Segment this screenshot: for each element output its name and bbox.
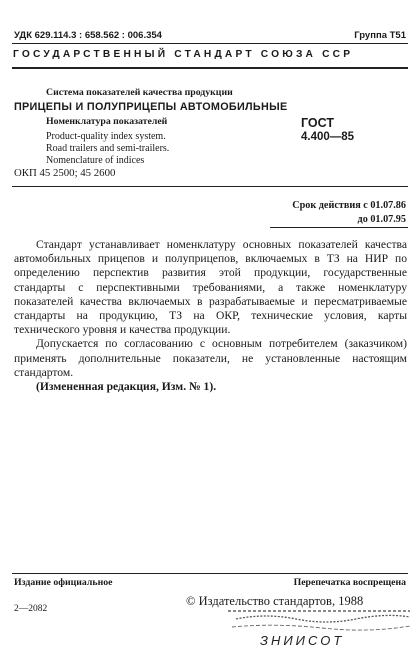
copyright-line: © Издательство стандартов, 1988 bbox=[186, 594, 364, 608]
subtitle: Номенклатура показателей bbox=[46, 116, 168, 127]
gost-label: ГОСТ bbox=[301, 116, 334, 130]
english-title-1: Product-quality index system. bbox=[46, 131, 166, 142]
official-edition: Издание официальное bbox=[14, 577, 113, 588]
amendment-note: (Измененная редакция, Изм. № 1). bbox=[36, 380, 217, 394]
body-text bbox=[14, 238, 407, 394]
udk-code: УДК 629.114.3 : 658.562 : 006.354 bbox=[14, 30, 162, 41]
validity-from: Срок действия с 01.07.86 bbox=[292, 200, 406, 211]
header-rule-top bbox=[12, 43, 408, 44]
footer-rule bbox=[12, 573, 408, 574]
standard-banner: ГОСУДАРСТВЕННЫЙ СТАНДАРТ СОЮЗА ССР bbox=[13, 49, 354, 60]
body-paragraph-1: Стандарт устанавливает номенклатуру основных показателей качества автомобильных прицепов и полуприцепов, включаемых в ТЗ на НИР по определению перспектив развития этой продукции, государственные стандарты с перспективными требованиями, а также номенклатуру показателей качества включаемых в разрабатываемые и пересматриваемые стандарты на продукцию, ТЗ на ОКР, технические условия, карты технического уровня и качества продукции. bbox=[14, 238, 407, 337]
validity-rule bbox=[270, 227, 408, 228]
library-stamp bbox=[226, 607, 412, 659]
reprint-forbidden: Перепечатка воспрещена bbox=[293, 577, 406, 588]
title-block-rule bbox=[12, 186, 408, 187]
validity-to: до 01.07.95 bbox=[357, 214, 406, 225]
body-paragraph-2: Допускается по согласованию с основным потребителем (заказчиком) применять дополнительные показатели, не установленные настоящим стандартом. bbox=[14, 337, 407, 379]
gost-number: 4.400—85 bbox=[301, 131, 355, 143]
group-code: Группа Т51 bbox=[354, 30, 406, 41]
system-line: Система показателей качества продукции bbox=[46, 87, 233, 98]
english-title-2: Road trailers and semi-trailers. bbox=[46, 143, 170, 154]
stamp-label: ЗНИИСОТ bbox=[260, 633, 345, 648]
okp-code: ОКП 45 2500; 45 2600 bbox=[14, 167, 116, 179]
english-title-3: Nomenclature of indices bbox=[46, 155, 145, 166]
main-title: ПРИЦЕПЫ И ПОЛУПРИЦЕПЫ АВТОМОБИЛЬНЫЕ bbox=[14, 101, 288, 113]
print-code: 2—2082 bbox=[14, 604, 48, 614]
header-rule-bottom bbox=[12, 67, 408, 69]
